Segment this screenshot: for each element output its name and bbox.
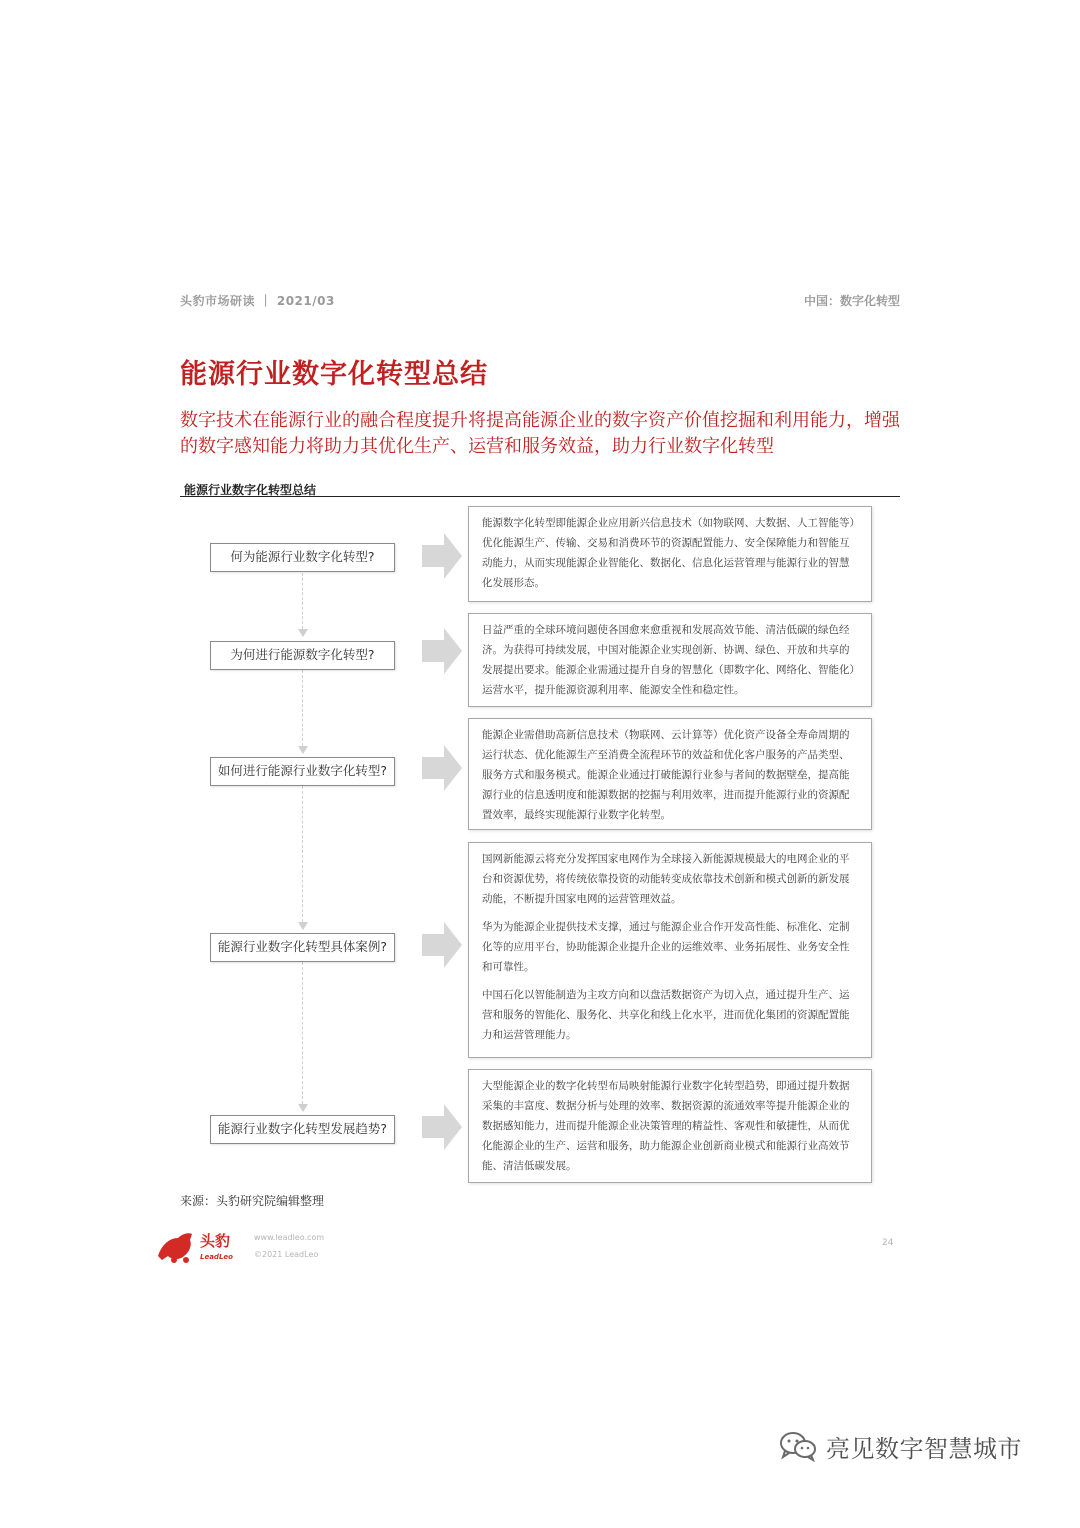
- right-arrow-icon: [422, 922, 462, 968]
- page-subtitle: 数字技术在能源行业的融合程度提升将提高能源企业的数字资产价值挖掘和利用能力，增强的数字感知能力将助力其优化生产、运营和服务效益，助力行业数字化转型: [180, 410, 900, 457]
- footer-copyright: ©2021 LeadLeo: [254, 1250, 319, 1259]
- connector-arrowhead: [298, 629, 308, 637]
- answer-text: 能源数字化转型即能源企业应用新兴信息技术（如物联网、大数据、人工智能等）优化能源生产、传输、交易和消费环节的资源配置能力、安全保障能力和智能互动能力，从而实现能源企业智能化、数据化、信息化运营管理与能源行业的智慧化发展形态。: [482, 517, 855, 589]
- right-arrow-icon: [422, 745, 462, 791]
- answer-box: [468, 613, 872, 707]
- answer-box: [468, 718, 872, 830]
- leadleo-logo: [156, 1226, 246, 1266]
- answer-text: 中国石化以智能制造为主攻方向和以盘活数据资产为切入点，通过提升生产、运营和服务的智能化、服务化、共享化和线上化水平，进而优化集团的资源配置能力和运营管理能力。: [482, 989, 850, 1041]
- connector-arrowhead: [298, 746, 308, 754]
- answer-box: [468, 842, 872, 1058]
- answer-text: 日益严重的全球环境问题使各国愈来愈重视和发展高效节能、清洁低碳的绿色经济。为获得可持续发展，中国对能源企业实现创新、协调、绿色、开放和共享的发展提出要求。能源企业需通过提升自身的智慧化（即数字化、网络化、智能化）运营水平，提升能源资源利用率、能源安全性和稳定性。: [482, 624, 855, 696]
- header-topic: 中国：数字化转型: [803, 294, 900, 308]
- right-arrow-icon: [422, 628, 462, 674]
- answer-text: 国网新能源云将充分发挥国家电网作为全球接入新能源规模最大的电网企业的平台和资源优势，将传统依靠投资的动能转变成依靠技术创新和模式创新的新发展动能，不断提升国家电网的运营管理效益。: [482, 853, 850, 905]
- question-box: 如何进行能源行业数字化转型?: [210, 757, 395, 786]
- connector-arrowhead: [298, 1104, 308, 1112]
- figure-source: 来源：头豹研究院编辑整理: [180, 1194, 325, 1208]
- watermark: [778, 1428, 1022, 1464]
- wechat-icon: [778, 1430, 818, 1462]
- answer-box: [468, 506, 872, 602]
- header-series: 头豹市场研读 ｜ 2021/03: [180, 294, 335, 308]
- question-box: 能源行业数字化转型发展趋势?: [210, 1115, 395, 1144]
- question-box: 能源行业数字化转型具体案例?: [210, 933, 395, 962]
- answer-text: 华为为能源企业提供技术支撑，通过与能源企业合作开发高性能、标准化、定制化等的应用平台，协助能源企业提升企业的运维效率、业务拓展性、业务安全性和可靠性。: [482, 921, 850, 973]
- answer-text: 能源企业需借助高新信息技术（物联网、云计算等）优化资产设备全寿命周期的运行状态、优化能源生产至消费全流程环节的效益和优化客户服务的产品类型、服务方式和服务模式。能源企业通过打破能源行业参与者间的数据壁垒，提高能源行业的信息透明度和能源数据的挖掘与利用效率，进而提升能源行业的资源配置效率，最终实现能源行业数字化转型。: [482, 729, 850, 821]
- answer-text: 大型能源企业的数字化转型布局映射能源行业数字化转型趋势，即通过提升数据采集的丰富度、数据分析与处理的效率、数据资源的流通效率等提升能源企业的数据感知能力，进而提升能源企业决策管理的精益性、客观性和敏捷性，从而优化能源企业的生产、运营和服务，助力能源企业创新商业模式和能源行业高效节能、清洁低碳发展。: [482, 1080, 850, 1172]
- answer-box: [468, 1069, 872, 1183]
- right-arrow-icon: [422, 1104, 462, 1150]
- question-box: 何为能源行业数字化转型?: [210, 543, 395, 572]
- figure-rule: [180, 496, 900, 497]
- page-title: 能源行业数字化转型总结: [180, 359, 488, 390]
- connector-arrowhead: [298, 922, 308, 930]
- question-box: 为何进行能源数字化转型?: [210, 641, 395, 670]
- connector-line: [302, 962, 303, 1104]
- footer-url[interactable]: www.leadleo.com: [254, 1233, 325, 1242]
- connector-line: [302, 670, 303, 746]
- connector-line: [302, 786, 303, 922]
- logo-subtext: LeadLeo: [200, 1253, 233, 1261]
- connector-line: [302, 573, 303, 629]
- page-number: 24: [882, 1238, 894, 1248]
- logo-text: 头豹: [200, 1232, 231, 1250]
- right-arrow-icon: [422, 533, 462, 579]
- figure-title: 能源行业数字化转型总结: [184, 483, 317, 497]
- watermark-text: 亮见数字智慧城市: [826, 1434, 1022, 1463]
